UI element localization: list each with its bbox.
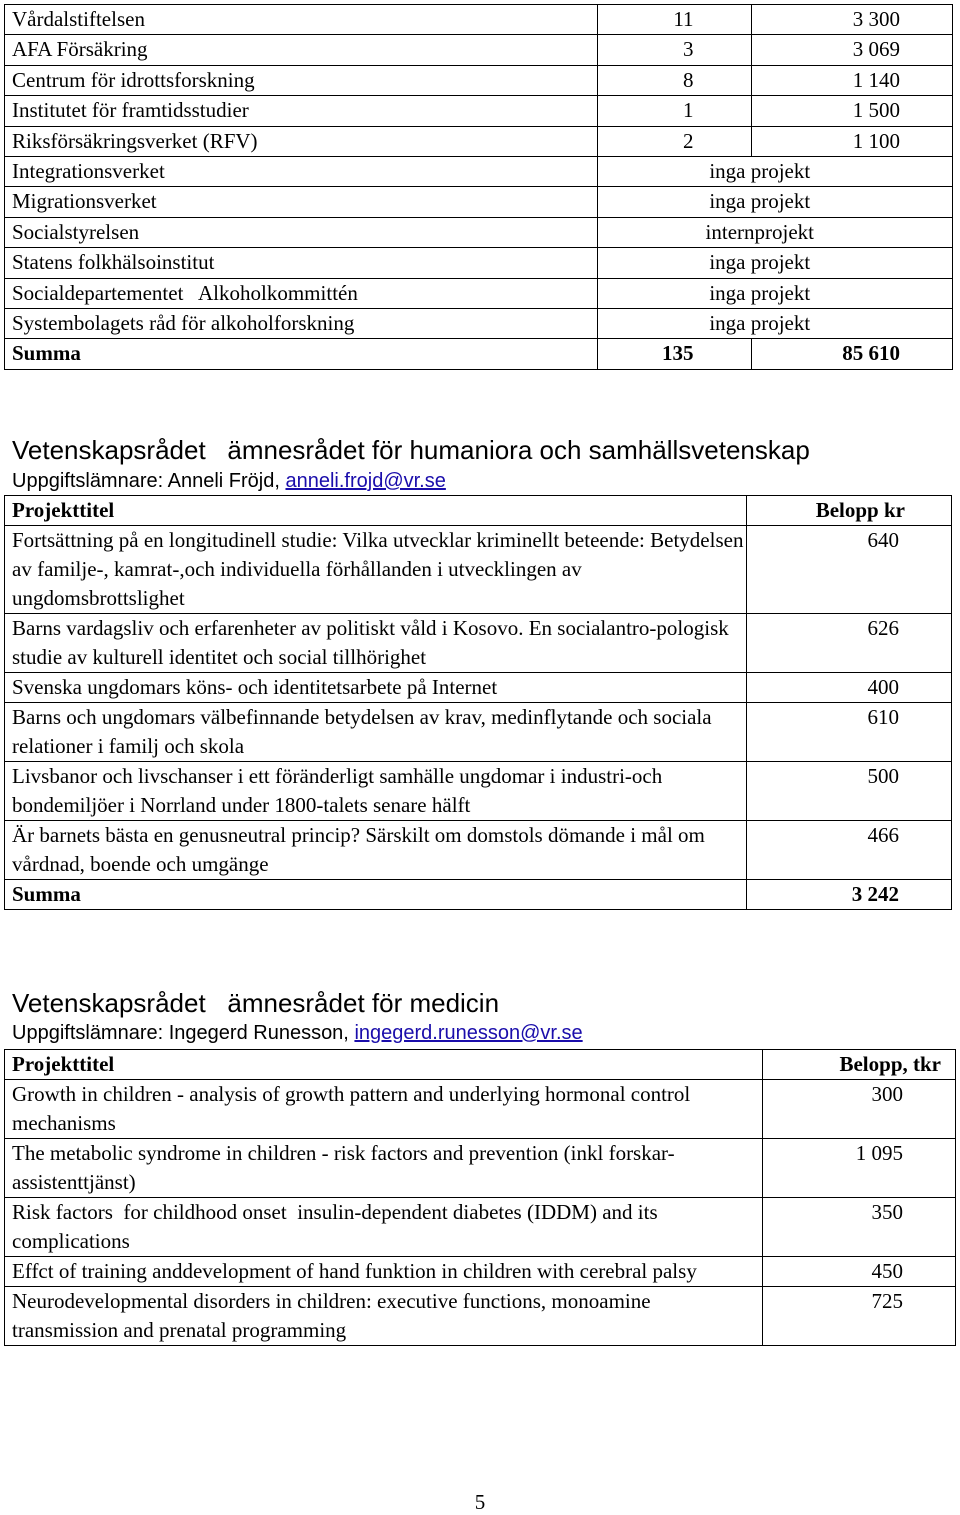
project-title: Effct of training anddevelopment of hand funktion in children with cerebral palsy: [5, 1257, 763, 1287]
column-header-title: Projekttitel: [5, 496, 747, 526]
total-row: [5, 339, 953, 369]
total-amount: 85 610: [752, 339, 953, 369]
table-row: [5, 1080, 956, 1139]
amount: 1 100: [752, 126, 953, 156]
table-row: [5, 1287, 956, 1346]
table-row: [5, 65, 953, 95]
total-label: Summa: [5, 339, 598, 369]
reporter-label: Uppgiftslämnare: Ingegerd Runesson,: [12, 1022, 349, 1044]
reporter-line: [12, 1022, 583, 1045]
project-count: 11: [673, 7, 694, 31]
table-row: [5, 5, 953, 35]
table-row: [5, 526, 952, 614]
table-row: [5, 1257, 956, 1287]
table-row: [5, 821, 952, 880]
project-note: inga projekt: [597, 156, 952, 186]
project-amount: 500: [746, 762, 951, 821]
column-header-amount: Belopp, tkr: [762, 1050, 955, 1080]
funder-name: Migrationsverket: [5, 187, 598, 217]
project-note: inga projekt: [597, 248, 952, 278]
column-header-amount: Belopp kr: [746, 496, 951, 526]
email-link[interactable]: ingegerd.runesson@vr.se: [354, 1022, 583, 1044]
table-header-row: [5, 1050, 956, 1080]
projects-table-medicin: [4, 1049, 956, 1346]
total-amount: 3 242: [746, 880, 951, 910]
table-row: [5, 187, 953, 217]
project-note: inga projekt: [597, 308, 952, 338]
funder-name: Vårdalstiftelsen: [5, 5, 598, 35]
total-row: [5, 880, 952, 910]
project-amount: 725: [762, 1287, 955, 1346]
table-row: [5, 126, 953, 156]
project-count: 3: [683, 37, 694, 62]
project-amount: 640: [746, 526, 951, 614]
project-title: Risk factors for childhood onset insulin-dependent diabetes (IDDM) and its complications: [5, 1198, 763, 1257]
project-title: Barns och ungdomars välbefinnande betydelsen av krav, medinflytande och sociala relationer i familj och skola: [5, 703, 747, 762]
funder-name: Riksförsäkringsverket (RFV): [5, 126, 598, 156]
table-row: [5, 703, 952, 762]
project-count: 2: [683, 128, 694, 153]
table-row: [5, 217, 953, 247]
section-title: Vetenskapsrådet ämnesrådet för humaniora och samhällsvetenskap: [12, 435, 810, 465]
project-amount: 466: [746, 821, 951, 880]
reporter-line: [12, 470, 446, 493]
project-count: 8: [683, 67, 694, 92]
funder-name: AFA Försäkring: [5, 35, 598, 65]
total-label: Summa: [5, 880, 747, 910]
funder-name: Institutet för framtidsstudier: [5, 96, 598, 126]
project-title: Fortsättning på en longitudinell studie: Vilka utvecklar kriminellt beteende: Betydelsen av familje-, kamrat-,och individuella förhållanden i utvecklingen av ungdomsbrottslighet: [5, 526, 747, 614]
funder-name: Integrationsverket: [5, 156, 598, 186]
amount: 3 069: [752, 35, 953, 65]
table-row: [5, 248, 953, 278]
project-count: 1: [683, 98, 694, 123]
project-amount: 450: [762, 1257, 955, 1287]
section-title: Vetenskapsrådet ämnesrådet för medicin: [12, 988, 500, 1018]
projects-table-humaniora: [4, 495, 952, 910]
project-title: Livsbanor och livschanser i ett föränderligt samhälle ungdomar i industri-och bondemiljöer i Norrland under 1800-talets senare hälft: [5, 762, 747, 821]
funders-table: [4, 4, 953, 370]
funder-name: Statens folkhälsoinstitut: [5, 248, 598, 278]
table-row: [5, 1198, 956, 1257]
table-row: [5, 278, 953, 308]
project-title: Neurodevelopmental disorders in children: executive functions, monoamine transmission and prenatal programming: [5, 1287, 763, 1346]
project-amount: 610: [746, 703, 951, 762]
table-row: [5, 96, 953, 126]
column-header-title: Projekttitel: [5, 1050, 763, 1080]
funder-name: Socialdepartementet Alkoholkommittén: [5, 278, 598, 308]
table-row: [5, 614, 952, 673]
project-title: Svenska ungdomars köns- och identitetsarbete på Internet: [5, 673, 747, 703]
project-amount: 626: [746, 614, 951, 673]
table-header-row: [5, 496, 952, 526]
reporter-label: Uppgiftslämnare: Anneli Fröjd,: [12, 470, 280, 492]
project-amount: 400: [746, 673, 951, 703]
project-title: Är barnets bästa en genusneutral princip? Särskilt om domstols dömande i mål om vårdnad, boende och umgänge: [5, 821, 747, 880]
amount: 3 300: [752, 5, 953, 35]
funder-name: Systembolagets råd för alkoholforskning: [5, 308, 598, 338]
table-row: [5, 762, 952, 821]
table-row: [5, 308, 953, 338]
funder-name: Socialstyrelsen: [5, 217, 598, 247]
project-title: Growth in children - analysis of growth pattern and underlying hormonal control mechanisms: [5, 1080, 763, 1139]
project-note: inga projekt: [597, 278, 952, 308]
project-amount: 1 095: [762, 1139, 955, 1198]
table-row: [5, 156, 953, 186]
amount: 1 140: [752, 65, 953, 95]
table-row: [5, 673, 952, 703]
project-amount: 300: [762, 1080, 955, 1139]
page-number: 5: [474, 1490, 486, 1514]
funder-name: Centrum för idrottsforskning: [5, 65, 598, 95]
table-row: [5, 1139, 956, 1198]
project-amount: 350: [762, 1198, 955, 1257]
amount: 1 500: [752, 96, 953, 126]
project-note: inga projekt: [597, 187, 952, 217]
project-title: Barns vardagsliv och erfarenheter av politiskt våld i Kosovo. En socialantro-pologisk studie av kulturell identitet och social tillhörighet: [5, 614, 747, 673]
total-projects: 135: [662, 341, 694, 366]
email-link[interactable]: anneli.frojd@vr.se: [285, 470, 446, 492]
table-row: [5, 35, 953, 65]
project-title: The metabolic syndrome in children - risk factors and prevention (inkl forskar-assistenttjänst): [5, 1139, 763, 1198]
project-note: internprojekt: [597, 217, 952, 247]
